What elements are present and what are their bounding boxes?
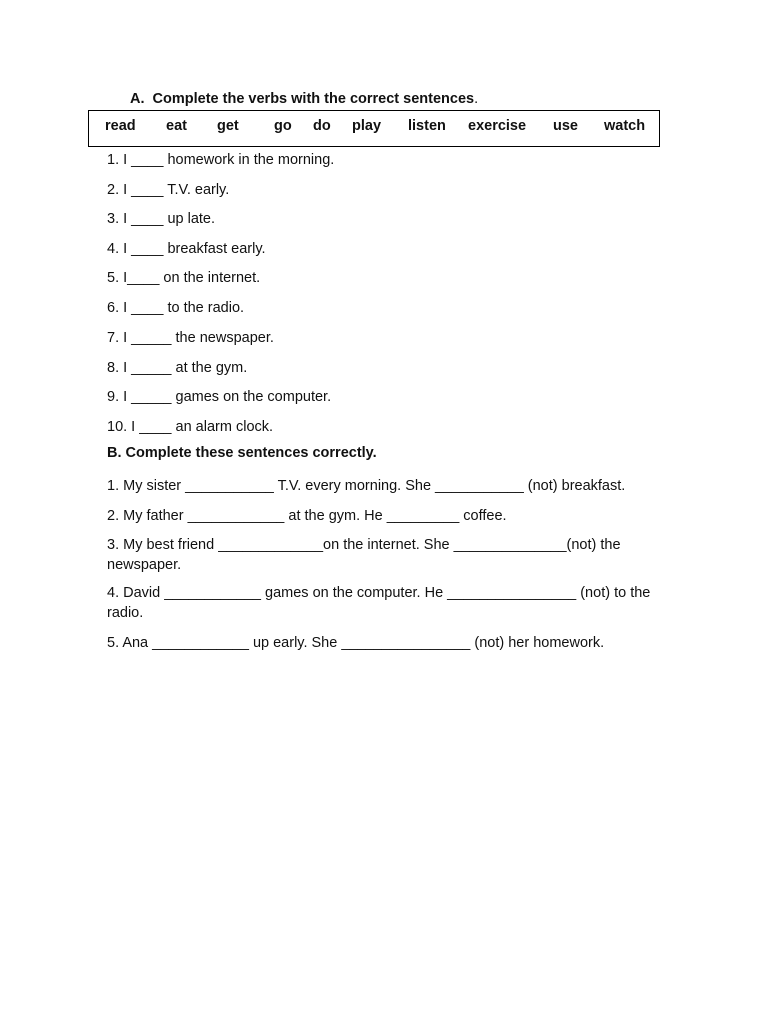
section-b-sentence: 2. My father ____________ at the gym. He _________ coffee. xyxy=(107,508,507,524)
section-a-sentence: 10. I ____ an alarm clock. xyxy=(107,419,274,435)
section-a-sentence: 9. I _____ games on the computer. xyxy=(107,389,332,405)
section-b-sentence: 4. David ____________ games on the computer. He ________________ (not) to the radio. xyxy=(107,585,655,621)
section-a-sentence: 1. I ____ homework in the morning. xyxy=(107,152,335,168)
section-a-sentence: 6. I ____ to the radio. xyxy=(107,300,245,316)
section-a-title-text: A. Complete the verbs with the correct sentences xyxy=(130,91,475,107)
section-a-title xyxy=(130,91,478,107)
word-bank-item: get xyxy=(217,118,239,134)
word-bank-item: listen xyxy=(408,118,446,134)
word-bank-item: read xyxy=(105,118,136,134)
section-a-sentence: 8. I _____ at the gym. xyxy=(107,360,248,376)
section-b-sentence: 1. My sister ___________ T.V. every morning. She ___________ (not) breakfast. xyxy=(107,478,626,494)
word-bank-item: exercise xyxy=(468,118,527,134)
word-bank-item: do xyxy=(313,118,331,134)
section-b-sentence: 5. Ana ____________ up early. She ________________ (not) her homework. xyxy=(107,635,605,651)
word-bank-box xyxy=(88,110,660,147)
section-a-title-period: . xyxy=(474,91,479,107)
section-a-sentence: 7. I _____ the newspaper. xyxy=(107,330,274,346)
word-bank-item: go xyxy=(274,118,292,134)
word-bank-item: eat xyxy=(166,118,187,134)
section-a-sentence: 4. I ____ breakfast early. xyxy=(107,241,266,257)
section-b-sentence: 3. My best friend _____________on the internet. She ______________(not) the newspaper. xyxy=(107,537,625,573)
word-bank-item: play xyxy=(352,118,382,134)
section-b-title: B. Complete these sentences correctly. xyxy=(107,445,377,461)
section-a-sentence: 5. I____ on the internet. xyxy=(107,270,261,286)
word-bank-item: use xyxy=(553,118,578,134)
section-a-sentence: 2. I ____ T.V. early. xyxy=(107,182,230,198)
section-a-sentence: 3. I ____ up late. xyxy=(107,211,216,227)
word-bank-item: watch xyxy=(604,118,646,134)
